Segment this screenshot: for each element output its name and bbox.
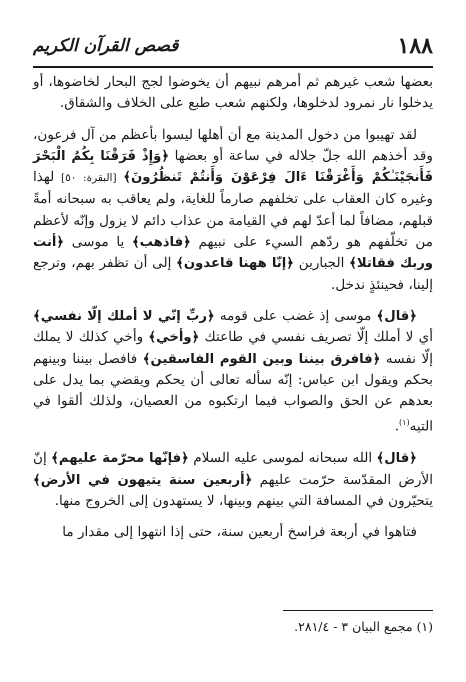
paragraph (33, 448, 433, 512)
text-run: وأخي كذلك لا يملك إلّا نفسه (33, 329, 433, 367)
text-run: إنّ الأرض المقدّسة حرّمت عليهم (33, 450, 433, 488)
text-run: لقد تهيبوا من دخول المدينة مع أن أهلها ليسوا بأعظم من آل فرعون، وقد أخذهم الله جلّ جلاله في ساعة أو بعضها (33, 126, 433, 164)
text-run: موسى إذ غضب على قومه (214, 307, 377, 324)
text-run: الجبارين (293, 255, 350, 272)
header-rule (33, 66, 433, 68)
quran-quote: ﴿وأخي﴾ (148, 330, 200, 346)
text-run: إلى أن تظفر بهم، وترجع إلينا، فحينئذٍ ندخل. (33, 255, 433, 293)
text-run: فافصل بيننا وبينهم بحكم ويقول ابن عباس: إنّه سأله تعالى أن يحكم ويقضي بما يدل على بعدهم عن الحق والصواب فيما ارتكبوه من العصيان، ولذلك ألقوا في التيه (33, 350, 433, 435)
verse-reference: [البقرة: ٥٠] (54, 172, 124, 185)
text-run: يا موسى (64, 234, 132, 251)
quran-quote: ﴿قال﴾ (376, 451, 417, 467)
body-text (33, 72, 433, 553)
footnote-marker: (١) (399, 418, 410, 428)
text-run: يتحيّرون في المسافة التي بينهم وبينها، لا يستهدون إلى الخروج منها. (54, 492, 433, 509)
quran-quote: ﴿أنت وربك فقاتلا﴾ (33, 235, 433, 272)
text-run: بعضها شعب غيرهم ثم أمرهم نبيهم أن يخوضوا لجج البحار لخاضوها، أو يدخلوا نار نمرود لدخلوها، ولكنهم شعب طبع على الخلاف والشقاق. (33, 74, 433, 112)
running-title: قصص القرآن الكريم (33, 36, 179, 56)
quran-quote: ﴿إنّا ههنا قاعدون﴾ (176, 256, 294, 272)
quran-quote: ﴿فافرق بيننا وبين القوم الفاسقين﴾ (142, 351, 381, 367)
paragraph (33, 306, 433, 438)
text-run: . (394, 418, 400, 435)
text-run: الله سبحانه لموسى عليه السلام (188, 450, 377, 467)
quran-quote: ﴿ربِّ إنّي لا أملك إلّا نفسي﴾ (33, 308, 215, 324)
page-header (33, 30, 433, 62)
paragraph (33, 522, 433, 543)
quran-quote: ﴿أربعين سنة يتيهون في الأرض﴾ (33, 472, 253, 488)
paragraph (33, 72, 433, 115)
paragraph (33, 125, 433, 296)
text-run: لهذا وغيره كان العقاب على تخلفهم صارماً للغاية، ولم يعاقب به سبحانه أمةً قبلهم، مضافاً لما أعدّ لهم في القيامة من عذاب دائم لا يزول وإنّه لأعظم من تخلّفهم هو ردّهم السيء على نبيهم (33, 169, 433, 251)
quran-quote: ﴿قال﴾ (376, 308, 418, 324)
text-run: فتاهوا في أربعة فراسخ أربعين سنة، حتى إذا انتهوا إلى مقدار ما (62, 524, 417, 541)
text-run: أي لا أملك إلّا تصريف نفسي في طاعتك (199, 329, 433, 346)
quran-quote: ﴿فإنّها محرّمة عليهم﴾ (51, 451, 189, 467)
quran-quote: ﴿وَإِذْ فَرَقْنَا بِكُمُ الْبَحْرَ فَأَنجَيْنَـٰكُمْ وَأَغْرَقْنَا ءَالَ فِرْعَوْنَ وَأَنتُمْ تَنظُرُونَ﴾ (33, 148, 434, 186)
quran-quote: ﴿فاذهب﴾ (131, 235, 191, 251)
footnote-rule (283, 610, 433, 611)
footnote: (١) مجمع البيان ٣ - ٢٨١/٤. (294, 619, 433, 634)
page-number: ١٨٨ (397, 33, 433, 59)
